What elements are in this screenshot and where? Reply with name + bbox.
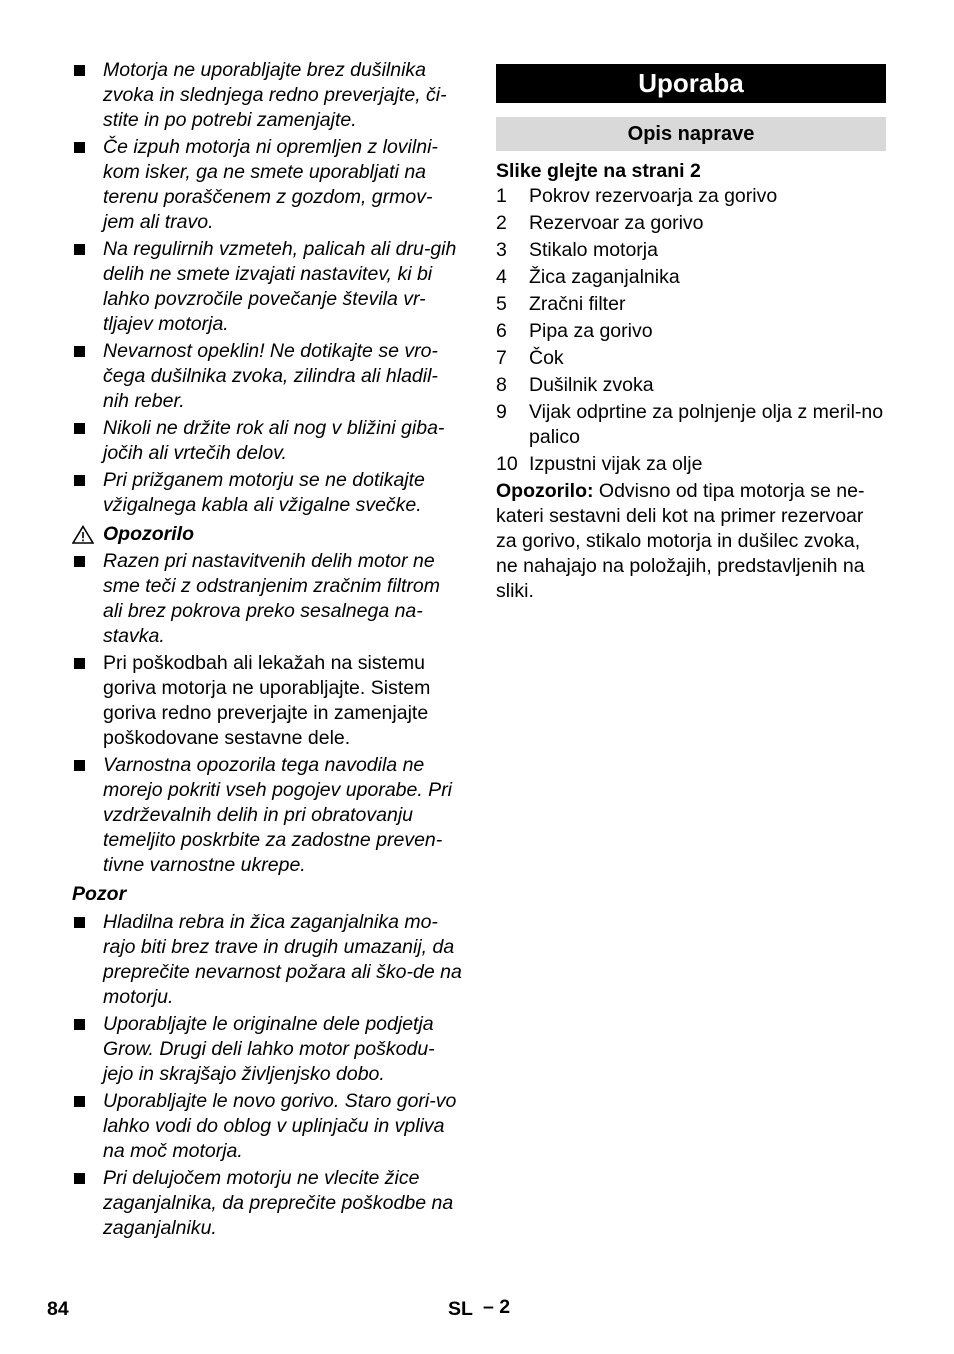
square-bullet-icon (74, 658, 85, 669)
part-label: Vijak odprtine za polnjenje olja z meril-no palico (529, 401, 884, 448)
part-item (496, 400, 886, 450)
square-bullet-icon (74, 244, 85, 255)
list-item-text: Nikoli ne držite rok ali nog v bližini giba-jočih ali vrtečih delov. (103, 417, 445, 464)
part-number: 10 (496, 453, 518, 475)
part-item (496, 452, 886, 477)
part-label: Pipa za gorivo (529, 320, 653, 342)
part-number: 2 (496, 212, 507, 234)
list-item-text: Varnostna opozorila tega navodila ne morejo pokriti vseh pogojev uporabe. Pri vzdrževalnih delih in pri obratovanju temeljito poskrbite za zadostne preven-tivne varnostne ukrepe. (103, 754, 453, 876)
part-number: 6 (496, 320, 507, 342)
list-item (72, 339, 462, 414)
subsection-title: Opis naprave (496, 117, 886, 151)
part-label: Dušilnik zvoka (529, 374, 654, 396)
part-label: Pokrov rezervoarja za gorivo (529, 185, 778, 207)
list-item (72, 549, 462, 649)
language-code: SL (448, 1298, 473, 1320)
warning-heading-label: Opozorilo (103, 523, 194, 545)
part-label: Žica zaganjalnika (529, 266, 680, 288)
list-item-text: Razen pri nastavitvenih delih motor ne sme teči z odstranjenim zračnim filtrom ali brez pokrova preko sesalnega na-stavka. (103, 550, 441, 647)
warning-heading (72, 522, 462, 547)
list-item-text: Uporabljajte le originalne dele podjetja Grow. Drugi deli lahko motor poškodu-jejo in skrajšajo življenjsko dobo. (103, 1013, 435, 1085)
square-bullet-icon (74, 65, 85, 76)
right-column (496, 64, 886, 604)
part-item (496, 346, 886, 371)
list-item-text: Motorja ne uporabljajte brez dušilnika zvoka in slednjega redno preverjajte, či-stite in po potrebi zamenjajte. (103, 59, 447, 131)
caution-list (72, 910, 462, 1241)
page-number: 84 (47, 1298, 69, 1320)
part-number: 1 (496, 185, 507, 207)
list-item-text: Če izpuh motorja ni opremljen z lovilni-kom isker, ga ne smete uporabljati na terenu poraščenem z gozdom, grmov-jem ali travo. (103, 136, 438, 233)
square-bullet-icon (74, 423, 85, 434)
warning-triangle-icon (72, 525, 94, 544)
square-bullet-icon (74, 142, 85, 153)
square-bullet-icon (74, 475, 85, 486)
part-number: 9 (496, 401, 507, 423)
section-page: – 2 (483, 1296, 511, 1318)
part-item (496, 265, 886, 290)
list-item-text: Pri delujočem motorju ne vlecite žice zaganjalnika, da preprečite poškodbe na zaganjalniku. (103, 1167, 454, 1239)
list-item (72, 753, 462, 878)
list-item-text: Nevarnost opeklin! Ne dotikajte se vro-čega dušilnika zvoka, zilindra ali hladil-nih reber. (103, 340, 438, 412)
list-item-text: Pri poškodbah ali lekažah na sistemu goriva motorja ne uporabljajte. Sistem goriva redno preverjajte in zamenjajte poškodovane sestavne dele. (103, 652, 431, 749)
section-title: Uporaba (496, 64, 886, 103)
list-item (72, 468, 462, 518)
warning-list (72, 549, 462, 878)
part-item (496, 292, 886, 317)
list-item-text: Hladilna rebra in žica zaganjalnika mo-rajo biti brez trave in drugih umazanij, da preprečite nevarnost požara ali ško-de na motorju. (103, 911, 462, 1008)
part-item (496, 238, 886, 263)
part-label: Stikalo motorja (529, 239, 658, 261)
left-column (72, 58, 462, 1243)
list-item-text: Pri prižganem motorju se ne dotikajte vžigalnega kabla ali vžigalne svečke. (103, 469, 425, 516)
part-label: Zračni filter (529, 293, 626, 315)
square-bullet-icon (74, 1173, 85, 1184)
part-label: Izpustni vijak za olje (529, 453, 703, 475)
safety-list (72, 58, 462, 518)
parts-list (496, 184, 886, 477)
list-item (72, 416, 462, 466)
part-item (496, 373, 886, 398)
square-bullet-icon (74, 556, 85, 567)
list-item-text: Uporabljajte le novo gorivo. Staro gori-vo lahko vodi do oblog v uplinjaču in vpliva na moč motorja. (103, 1090, 457, 1162)
part-item (496, 211, 886, 236)
list-item-text: Na regulirnih vzmeteh, palicah ali dru-gih delih ne smete izvajati nastavitev, ki bi lahko povzročile povečanje števila vr-tljajev motorja. (103, 238, 457, 335)
list-item (72, 1089, 462, 1164)
square-bullet-icon (74, 760, 85, 771)
square-bullet-icon (74, 917, 85, 928)
caution-heading: Pozor (72, 883, 127, 905)
list-item (72, 651, 462, 751)
list-item (72, 910, 462, 1010)
list-item (72, 1012, 462, 1087)
part-label: Čok (529, 347, 564, 369)
part-label: Rezervoar za gorivo (529, 212, 704, 234)
note-label: Opozorilo: (496, 480, 594, 502)
list-item (72, 58, 462, 133)
part-item (496, 319, 886, 344)
part-item (496, 184, 886, 209)
note-paragraph (496, 479, 886, 604)
part-number: 5 (496, 293, 507, 315)
figure-reference: Slike glejte na strani 2 (496, 160, 701, 182)
part-number: 3 (496, 239, 507, 261)
note-text: Odvisno od tipa motorja se ne-kateri sestavni deli kot na primer rezervoar za gorivo, stikalo motorja in dušilec zvoka, ne nahajajo na položajih, predstavljenih na sliki. (496, 480, 865, 602)
part-number: 7 (496, 347, 507, 369)
square-bullet-icon (74, 1019, 85, 1030)
square-bullet-icon (74, 1096, 85, 1107)
part-number: 4 (496, 266, 507, 288)
list-item (72, 135, 462, 235)
list-item (72, 237, 462, 337)
part-number: 8 (496, 374, 507, 396)
square-bullet-icon (74, 346, 85, 357)
list-item (72, 1166, 462, 1241)
